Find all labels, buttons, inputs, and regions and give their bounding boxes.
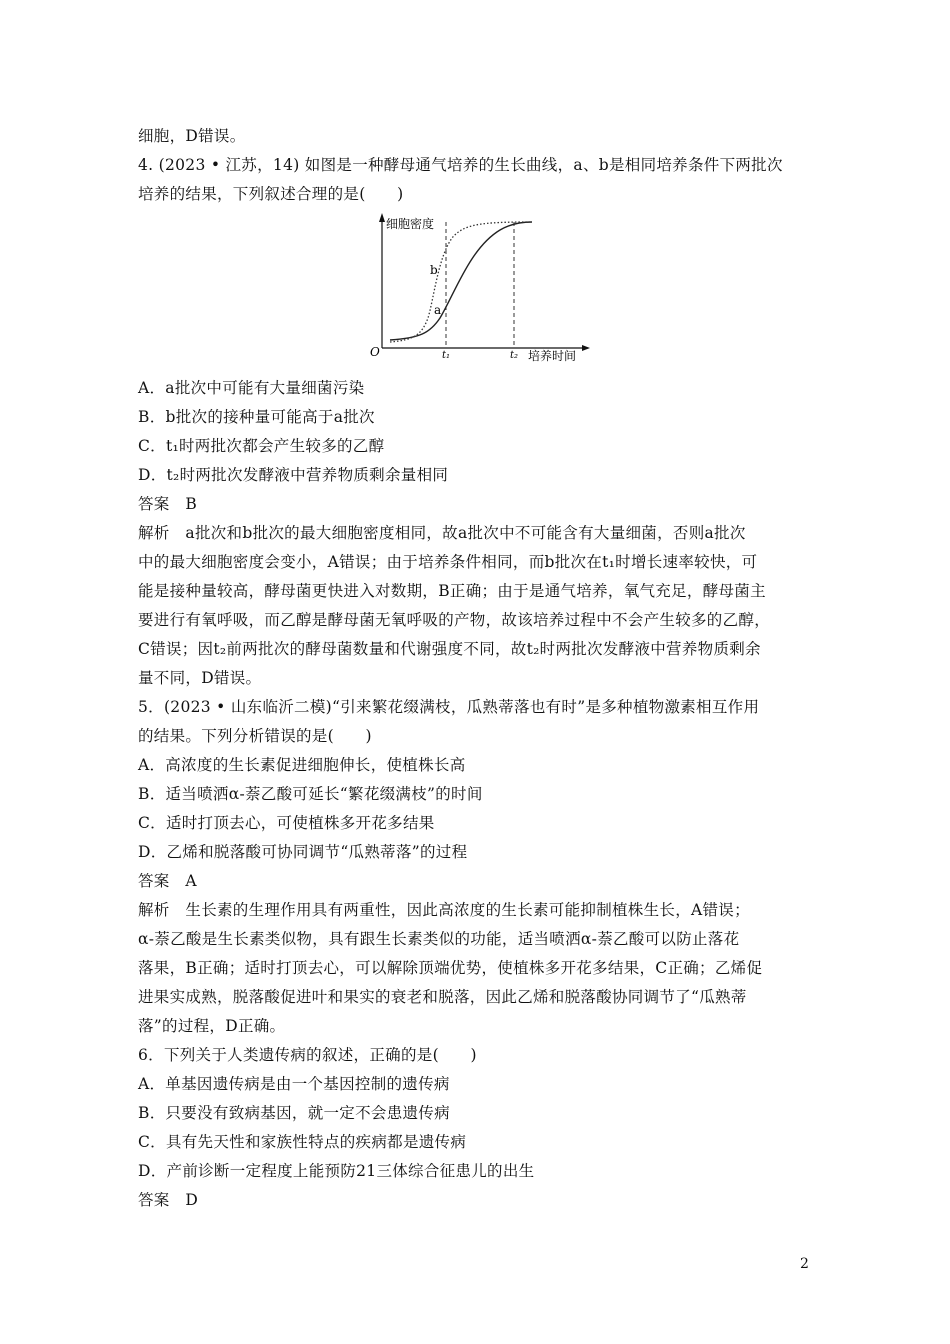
analysis-5-line: 解析 生长素的生理作用具有两重性，因此高浓度的生长素可能抑制植株生长，A错误； — [138, 901, 750, 919]
t1-label: t₁ — [442, 350, 451, 361]
option-b: B．只要没有致病基因，就一定不会患遗传病 — [138, 1104, 450, 1122]
option-b: B．适当喷洒α-萘乙酸可延长“繁花缀满枝”的时间 — [138, 785, 483, 803]
option-a: A．单基因遗传病是由一个基因控制的遗传病 — [138, 1075, 450, 1093]
analysis-4-line: 要进行有氧呼吸，而乙醇是酵母菌无氧呼吸的产物，故该培养过程中不会产生较多的乙醇， — [138, 611, 771, 629]
option-d: D．乙烯和脱落酸可协同调节“瓜熟蒂落”的过程 — [138, 843, 468, 861]
analysis-4-line: 能是接种量较高，酵母菌更快进入对数期，B正确；由于是通气培养，氧气充足，酵母菌主 — [138, 582, 766, 600]
curve-b-label: b — [430, 263, 438, 277]
t2-label: t₂ — [510, 350, 519, 361]
question-6-stem: 6．下列关于人类遗传病的叙述，正确的是( ) — [138, 1046, 477, 1064]
page-number: 2 — [800, 1256, 809, 1272]
text-line: 细胞，D错误。 — [138, 127, 246, 145]
analysis-4-line: 量不同，D错误。 — [138, 669, 262, 687]
answer-4: 答案 B — [138, 495, 198, 513]
option-c: C．适时打顶去心，可使植株多开花多结果 — [138, 814, 435, 832]
answer-5: 答案 A — [138, 872, 197, 890]
option-c: C．t₁时两批次都会产生较多的乙醇 — [138, 437, 385, 455]
y-axis-label: 细胞密度 — [386, 217, 435, 231]
growth-curve-figure — [360, 208, 590, 368]
option-d: D．t₂时两批次发酵液中营养物质剩余量相同 — [138, 466, 449, 484]
origin-label: O — [370, 345, 380, 359]
option-a: A．高浓度的生长素促进细胞伸长，使植株长高 — [138, 756, 466, 774]
analysis-5-line: 落果，B正确；适时打顶去心，可以解除顶端优势，使植株多开花多结果，C正确；乙烯促 — [138, 959, 763, 977]
curve-a-label: a — [434, 303, 442, 317]
analysis-4-line: 中的最大细胞密度会变小，A错误；由于培养条件相同，而b批次在t₁时增长速率较快，可 — [138, 553, 758, 571]
option-c: C．具有先天性和家族性特点的疾病都是遗传病 — [138, 1133, 467, 1151]
question-4-stem-cont: 培养的结果，下列叙述合理的是( ) — [138, 185, 404, 203]
x-axis-label: 培养时间 — [528, 349, 577, 363]
x-axis-arrow — [582, 345, 590, 351]
analysis-5-line: α-萘乙酸是生长素类似物，具有跟生长素类似的功能，适当喷洒α-萘乙酸可以防止落花 — [138, 930, 740, 948]
answer-6: 答案 D — [138, 1191, 199, 1209]
curve-a — [390, 222, 532, 340]
question-5-stem-cont: 的结果。下列分析错误的是( ) — [138, 727, 372, 745]
option-a: A．a批次中可能有大量细菌污染 — [138, 379, 365, 397]
growth-curve-svg — [360, 208, 590, 368]
option-b: B．b批次的接种量可能高于a批次 — [138, 408, 375, 426]
analysis-4-line: C错误；因t₂前两批次的酵母菌数量和代谢强度不同，故t₂时两批次发酵液中营养物质剩余 — [138, 640, 761, 658]
analysis-5-line: 落”的过程，D正确。 — [138, 1017, 286, 1035]
question-4-stem: 4. (2023 • 江苏，14) 如图是一种酵母通气培养的生长曲线，a、b是相同培养条件下两批次 — [138, 156, 783, 174]
curve-b — [390, 222, 532, 342]
analysis-5-line: 进果实成熟，脱落酸促进叶和果实的衰老和脱落，因此乙烯和脱落酸协同调节了“瓜熟蒂 — [138, 988, 747, 1006]
analysis-4-line: 解析 a批次和b批次的最大细胞密度相同，故a批次中不可能含有大量细菌，否则a批次 — [138, 524, 746, 542]
y-axis-arrow — [379, 213, 385, 222]
question-5-stem: 5．(2023 • 山东临沂二模)“引来繁花缀满枝，瓜熟蒂落也有时”是多种植物激素相互作用 — [138, 698, 760, 716]
option-d: D．产前诊断一定程度上能预防21三体综合征患儿的出生 — [138, 1162, 535, 1180]
